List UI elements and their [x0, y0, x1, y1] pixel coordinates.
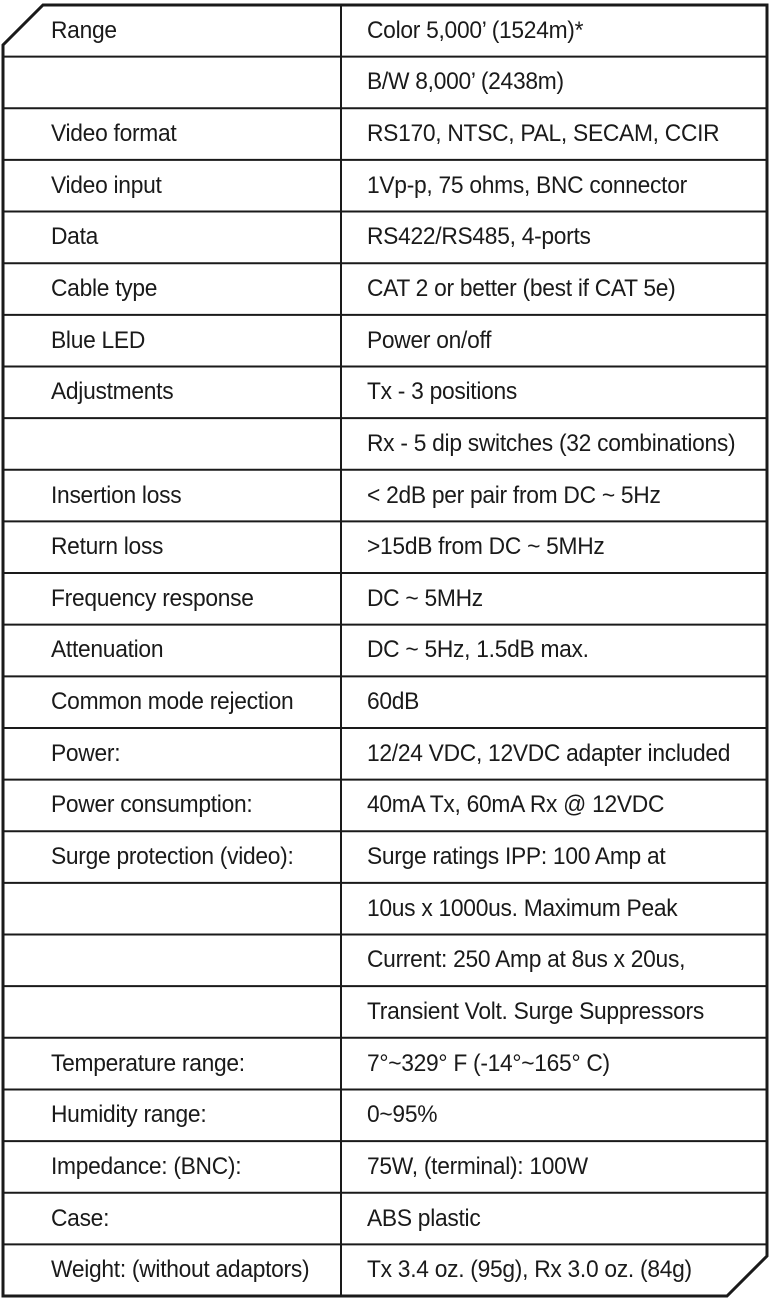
spec-value-text: < 2dB per pair from DC ~ 5Hz [367, 481, 661, 509]
spec-row [3, 1141, 767, 1193]
spec-label [51, 676, 341, 728]
spec-label-text: Weight: (without adaptors) [51, 1256, 310, 1284]
spec-label [51, 5, 341, 57]
spec-value [367, 935, 761, 987]
spec-row [3, 883, 767, 935]
spec-row [3, 625, 767, 677]
spec-label [51, 160, 341, 212]
spec-value [367, 108, 761, 160]
spec-value-text: DC ~ 5Hz, 1.5dB max. [367, 636, 589, 664]
spec-value-text: CAT 2 or better (best if CAT 5e) [367, 275, 676, 302]
spec-value-text: RS170, NTSC, PAL, SECAM, CCIR [367, 120, 720, 148]
spec-value [367, 212, 761, 264]
spec-value [367, 1089, 761, 1141]
spec-value-text: RS422/RS485, 4-ports [367, 223, 591, 251]
spec-value [367, 521, 761, 573]
spec-value [367, 780, 761, 832]
spec-value-text: Tx 3.4 oz. (95g), Rx 3.0 oz. (84g) [367, 1256, 692, 1284]
spec-label [51, 366, 341, 418]
spec-label [51, 728, 341, 780]
spec-value-text: 12/24 VDC, 12VDC adapter included [367, 739, 731, 767]
spec-row [3, 935, 767, 987]
spec-value-text: Transient Volt. Surge Suppressors [367, 997, 704, 1025]
spec-value-text: 40mA Tx, 60mA Rx @ 12VDC [367, 791, 665, 819]
spec-row [3, 728, 767, 780]
spec-row [3, 780, 767, 832]
spec-value-text: Tx - 3 positions [367, 378, 518, 406]
spec-row [3, 315, 767, 367]
spec-value [367, 57, 761, 109]
spec-label [51, 1089, 341, 1141]
spec-value [367, 160, 761, 212]
spec-row [3, 470, 767, 522]
spec-label [51, 986, 341, 1038]
spec-value-text: Surge ratings IPP: 100 Amp at [367, 843, 666, 871]
spec-label [51, 831, 341, 883]
spec-label-text: Surge protection (video): [51, 843, 294, 871]
spec-label [51, 212, 341, 264]
spec-value-text: 10us x 1000us. Maximum Peak [367, 894, 678, 922]
spec-table [3, 5, 767, 1296]
spec-value-text: 1Vp-p, 75 ohms, BNC connector [367, 171, 687, 199]
spec-value [367, 986, 761, 1038]
spec-value [367, 676, 761, 728]
spec-value-text: 7°~329° F (-14°~165° C) [367, 1049, 610, 1077]
spec-value [367, 263, 761, 315]
spec-label-text: Adjustments [51, 378, 174, 406]
spec-value-text: Current: 250 Amp at 8us x 20us, [367, 946, 686, 974]
spec-label [51, 470, 341, 522]
spec-label [51, 418, 341, 470]
spec-label-text: Cable type [51, 275, 158, 302]
spec-label [51, 1141, 341, 1193]
spec-label [51, 108, 341, 160]
spec-label-text: Range [51, 16, 117, 44]
spec-row [3, 986, 767, 1038]
spec-label-text: Video format [51, 120, 177, 148]
spec-row [3, 108, 767, 160]
spec-value [367, 883, 761, 935]
spec-label [51, 780, 341, 832]
spec-label [51, 57, 341, 109]
spec-row [3, 573, 767, 625]
spec-row [3, 521, 767, 573]
spec-value-text: 0~95% [367, 1101, 438, 1129]
spec-value [367, 470, 761, 522]
spec-row [3, 676, 767, 728]
spec-label-text: Data [51, 223, 99, 251]
spec-row [3, 57, 767, 109]
spec-label [51, 1193, 341, 1245]
spec-row [3, 1244, 767, 1296]
spec-label-text: Common mode rejection [51, 688, 294, 716]
spec-value-text: 75W, (terminal): 100W [367, 1152, 588, 1180]
spec-label-text: Humidity range: [51, 1101, 207, 1129]
spec-row [3, 263, 767, 315]
spec-row [3, 212, 767, 264]
spec-label-text: Power consumption: [51, 791, 253, 819]
spec-label [51, 883, 341, 935]
spec-value [367, 831, 761, 883]
spec-label [51, 625, 341, 677]
spec-label [51, 263, 341, 315]
spec-value-text: Rx - 5 dip switches (32 combinations) [367, 429, 736, 457]
spec-value [367, 1193, 761, 1245]
spec-value [367, 728, 761, 780]
spec-label-text: Video input [51, 171, 162, 199]
spec-label-text: Frequency response [51, 584, 254, 612]
spec-label-text: Power: [51, 739, 121, 767]
spec-value-text: ABS plastic [367, 1204, 481, 1232]
spec-label-text: Attenuation [51, 636, 164, 664]
spec-label [51, 315, 341, 367]
spec-label-text: Return loss [51, 533, 164, 561]
spec-label-text: Insertion loss [51, 481, 182, 509]
spec-value [367, 418, 761, 470]
spec-value [367, 315, 761, 367]
spec-row [3, 831, 767, 883]
spec-value [367, 625, 761, 677]
spec-label [51, 573, 341, 625]
spec-value-text: 60dB [367, 688, 420, 716]
spec-value-text: B/W 8,000’ (2438m) [367, 68, 564, 96]
spec-label [51, 1244, 341, 1296]
spec-row [3, 5, 767, 57]
spec-value [367, 573, 761, 625]
spec-label-text: Blue LED [51, 326, 146, 354]
spec-value [367, 5, 761, 57]
spec-value [367, 1244, 761, 1296]
spec-value [367, 366, 761, 418]
spec-value [367, 1141, 761, 1193]
spec-row [3, 160, 767, 212]
spec-value-text: >15dB from DC ~ 5MHz [367, 533, 605, 561]
spec-row [3, 418, 767, 470]
spec-label-text: Impedance: (BNC): [51, 1152, 242, 1180]
spec-value [367, 1038, 761, 1090]
spec-value-text: Color 5,000’ (1524m)* [367, 16, 584, 44]
spec-label [51, 935, 341, 987]
spec-label [51, 1038, 341, 1090]
spec-value-text: Power on/off [367, 326, 492, 354]
spec-label-text: Temperature range: [51, 1049, 245, 1077]
spec-value-text: DC ~ 5MHz [367, 584, 483, 612]
spec-row [3, 1038, 767, 1090]
spec-row [3, 1089, 767, 1141]
spec-row [3, 1193, 767, 1245]
spec-label [51, 521, 341, 573]
spec-label-text: Case: [51, 1204, 110, 1232]
spec-row [3, 366, 767, 418]
